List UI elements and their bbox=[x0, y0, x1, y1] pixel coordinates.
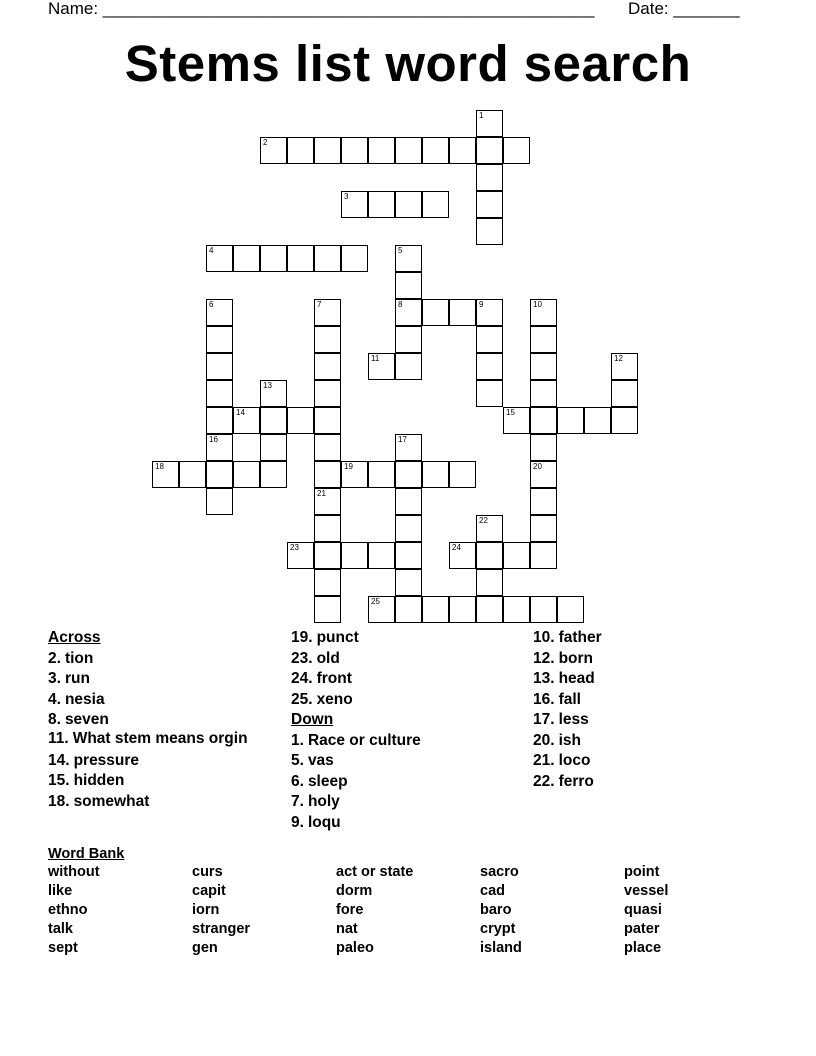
word-bank-column-1 bbox=[48, 863, 100, 958]
grid-cell[interactable] bbox=[260, 434, 287, 461]
clue-down-5: 5. vas bbox=[291, 752, 334, 769]
grid-cell[interactable] bbox=[206, 299, 233, 326]
grid-cell[interactable] bbox=[368, 461, 395, 488]
clue-down-7: 7. holy bbox=[291, 793, 340, 810]
word-bank-item: iorn bbox=[192, 902, 220, 918]
clue-number: 9 bbox=[479, 300, 484, 309]
word-bank-item: sept bbox=[48, 940, 78, 956]
grid-cell[interactable] bbox=[314, 488, 341, 515]
grid-cell[interactable] bbox=[395, 569, 422, 596]
clue-number: 19 bbox=[344, 462, 353, 471]
word-bank-heading: Word Bank bbox=[48, 846, 125, 862]
word-bank-item: nat bbox=[336, 921, 358, 937]
word-bank-item: crypt bbox=[480, 921, 516, 937]
grid-cell[interactable] bbox=[476, 191, 503, 218]
grid-cell[interactable] bbox=[395, 353, 422, 380]
grid-cell[interactable] bbox=[314, 326, 341, 353]
grid-cell[interactable] bbox=[206, 461, 233, 488]
clue-number: 23 bbox=[290, 543, 299, 552]
date-field-label: Date: _______ bbox=[628, 0, 740, 18]
grid-cell[interactable] bbox=[368, 353, 395, 380]
grid-cell[interactable] bbox=[476, 326, 503, 353]
word-bank-item: talk bbox=[48, 921, 73, 937]
grid-cell[interactable] bbox=[530, 488, 557, 515]
grid-cell[interactable] bbox=[557, 407, 584, 434]
grid-cell[interactable] bbox=[368, 596, 395, 623]
grid-cell[interactable] bbox=[233, 407, 260, 434]
grid-cell[interactable] bbox=[449, 137, 476, 164]
clue-down-20: 20. ish bbox=[533, 731, 581, 749]
grid-cell[interactable] bbox=[476, 218, 503, 245]
clue-across-19: 19. punct bbox=[291, 629, 359, 646]
grid-cell[interactable] bbox=[530, 407, 557, 434]
clue-down-1: 1. Race or culture bbox=[291, 731, 421, 749]
grid-cell[interactable] bbox=[395, 272, 422, 299]
clue-down-17: 17. less bbox=[533, 711, 589, 728]
grid-cell[interactable] bbox=[314, 461, 341, 488]
grid-cell[interactable] bbox=[314, 380, 341, 407]
grid-cell[interactable] bbox=[260, 461, 287, 488]
grid-cell[interactable] bbox=[152, 461, 179, 488]
grid-cell[interactable] bbox=[260, 137, 287, 164]
grid-cell[interactable] bbox=[530, 326, 557, 353]
word-bank-item: gen bbox=[192, 940, 218, 956]
clue-across-11: 11. What stem means orgin bbox=[48, 729, 248, 747]
grid-cell[interactable] bbox=[395, 515, 422, 542]
grid-cell[interactable] bbox=[395, 299, 422, 326]
grid-cell[interactable] bbox=[422, 191, 449, 218]
word-bank-item: point bbox=[624, 864, 660, 880]
clues-column-2 bbox=[291, 628, 531, 833]
grid-cell[interactable] bbox=[233, 461, 260, 488]
clue-number: 7 bbox=[317, 300, 322, 309]
grid-cell[interactable] bbox=[449, 542, 476, 569]
grid-cell[interactable] bbox=[611, 353, 638, 380]
grid-cell[interactable] bbox=[395, 596, 422, 623]
word-bank-item: act or state bbox=[336, 864, 414, 880]
grid-cell[interactable] bbox=[395, 245, 422, 272]
word-bank-item: island bbox=[480, 940, 522, 956]
grid-cell[interactable] bbox=[368, 542, 395, 569]
word-bank-item: dorm bbox=[336, 883, 373, 899]
grid-cell[interactable] bbox=[314, 353, 341, 380]
word-bank-item: stranger bbox=[192, 921, 251, 937]
grid-cell[interactable] bbox=[476, 137, 503, 164]
grid-cell[interactable] bbox=[422, 299, 449, 326]
word-bank-item: place bbox=[624, 940, 662, 956]
grid-cell[interactable] bbox=[476, 515, 503, 542]
clue-down-13: 13. head bbox=[533, 670, 595, 687]
grid-cell[interactable] bbox=[449, 461, 476, 488]
grid-cell[interactable] bbox=[233, 245, 260, 272]
clue-number: 24 bbox=[452, 543, 461, 552]
clue-number: 14 bbox=[236, 408, 245, 417]
clue-across-15: 15. hidden bbox=[48, 772, 125, 789]
grid-cell[interactable] bbox=[260, 245, 287, 272]
word-bank-column-2 bbox=[192, 863, 250, 958]
clue-down-10: 10. father bbox=[533, 629, 602, 646]
word-bank-item: capit bbox=[192, 883, 226, 899]
grid-cell[interactable] bbox=[314, 569, 341, 596]
grid-cell[interactable] bbox=[422, 596, 449, 623]
grid-cell[interactable] bbox=[611, 380, 638, 407]
grid-cell[interactable] bbox=[395, 461, 422, 488]
grid-cell[interactable] bbox=[341, 191, 368, 218]
grid-cell[interactable] bbox=[314, 434, 341, 461]
grid-cell[interactable] bbox=[206, 326, 233, 353]
grid-cell[interactable] bbox=[368, 191, 395, 218]
clue-number: 25 bbox=[371, 597, 380, 606]
grid-cell[interactable] bbox=[530, 353, 557, 380]
grid-cell[interactable] bbox=[503, 596, 530, 623]
grid-cell[interactable] bbox=[314, 596, 341, 623]
word-bank-item: fore bbox=[336, 902, 364, 918]
grid-cell[interactable] bbox=[341, 461, 368, 488]
grid-cell[interactable] bbox=[503, 542, 530, 569]
clue-across-23: 23. old bbox=[291, 649, 340, 667]
grid-cell[interactable] bbox=[476, 164, 503, 191]
word-bank-item: like bbox=[48, 883, 73, 899]
clue-down-12: 12. born bbox=[533, 649, 593, 667]
grid-cell[interactable] bbox=[206, 245, 233, 272]
clue-number: 16 bbox=[209, 435, 218, 444]
word-bank-column-3 bbox=[336, 863, 413, 958]
grid-cell[interactable] bbox=[287, 245, 314, 272]
clue-number: 21 bbox=[317, 489, 326, 498]
grid-cell[interactable] bbox=[341, 542, 368, 569]
clue-number: 15 bbox=[506, 408, 515, 417]
grid-cell[interactable] bbox=[422, 137, 449, 164]
grid-cell[interactable] bbox=[395, 542, 422, 569]
clue-number: 18 bbox=[155, 462, 164, 471]
grid-cell[interactable] bbox=[530, 434, 557, 461]
grid-cell[interactable] bbox=[476, 380, 503, 407]
grid-cell[interactable] bbox=[476, 542, 503, 569]
word-bank-column-5 bbox=[624, 863, 668, 958]
clue-number: 8 bbox=[398, 300, 403, 309]
clue-number: 4 bbox=[209, 246, 214, 255]
word-bank-item: ethno bbox=[48, 902, 88, 918]
word-bank-item: curs bbox=[192, 864, 223, 880]
grid-cell[interactable] bbox=[314, 137, 341, 164]
word-bank-item: paleo bbox=[336, 940, 374, 956]
clue-across-3: 3. run bbox=[48, 670, 90, 687]
word-bank-item: baro bbox=[480, 902, 512, 918]
grid-cell[interactable] bbox=[611, 407, 638, 434]
grid-cell[interactable] bbox=[476, 299, 503, 326]
word-bank-item: cad bbox=[480, 883, 505, 899]
grid-cell[interactable] bbox=[476, 596, 503, 623]
grid-cell[interactable] bbox=[287, 542, 314, 569]
clue-down-9: 9. loqu bbox=[291, 813, 341, 831]
grid-cell[interactable] bbox=[530, 596, 557, 623]
grid-cell[interactable] bbox=[206, 434, 233, 461]
grid-cell[interactable] bbox=[395, 137, 422, 164]
grid-cell[interactable] bbox=[449, 596, 476, 623]
clues-column-1 bbox=[48, 628, 288, 812]
word-bank-item: without bbox=[48, 864, 100, 880]
grid-cell[interactable] bbox=[206, 380, 233, 407]
clues-column-3 bbox=[533, 628, 773, 792]
clue-number: 2 bbox=[263, 138, 268, 147]
grid-cell[interactable] bbox=[395, 326, 422, 353]
grid-cell[interactable] bbox=[476, 569, 503, 596]
word-bank-item: quasi bbox=[624, 902, 662, 918]
clue-number: 3 bbox=[344, 192, 349, 201]
grid-cell[interactable] bbox=[584, 407, 611, 434]
grid-cell[interactable] bbox=[314, 542, 341, 569]
grid-cell[interactable] bbox=[314, 245, 341, 272]
page-title: Stems list word search bbox=[124, 35, 692, 92]
grid-cell[interactable] bbox=[422, 461, 449, 488]
grid-cell[interactable] bbox=[476, 110, 503, 137]
clue-across-4: 4. nesia bbox=[48, 690, 105, 708]
grid-cell[interactable] bbox=[503, 407, 530, 434]
clue-number: 17 bbox=[398, 435, 407, 444]
grid-cell[interactable] bbox=[476, 353, 503, 380]
word-bank-item: vessel bbox=[624, 883, 669, 899]
crossword-grid bbox=[152, 110, 638, 623]
grid-cell[interactable] bbox=[260, 380, 287, 407]
grid-cell[interactable] bbox=[314, 407, 341, 434]
grid-cell[interactable] bbox=[341, 245, 368, 272]
clue-down-16: 16. fall bbox=[533, 690, 581, 708]
clue-number: 20 bbox=[533, 462, 542, 471]
clue-down-6: 6. sleep bbox=[291, 772, 348, 790]
grid-cell[interactable] bbox=[260, 407, 287, 434]
clue-across-14: 14. pressure bbox=[48, 751, 140, 769]
grid-cell[interactable] bbox=[530, 542, 557, 569]
grid-cell[interactable] bbox=[530, 380, 557, 407]
down-heading: Down bbox=[291, 711, 334, 728]
clue-across-2: 2. tion bbox=[48, 649, 94, 667]
grid-cell[interactable] bbox=[206, 407, 233, 434]
word-bank-column-4 bbox=[480, 863, 522, 958]
clue-number: 12 bbox=[614, 354, 623, 363]
grid-cell[interactable] bbox=[395, 488, 422, 515]
grid-cell[interactable] bbox=[206, 353, 233, 380]
grid-cell[interactable] bbox=[314, 515, 341, 542]
across-heading: Across bbox=[48, 629, 101, 646]
clue-number: 1 bbox=[479, 111, 484, 120]
clue-number: 22 bbox=[479, 516, 488, 525]
name-field-label: Name: ____________________________________________________ bbox=[48, 0, 595, 18]
clue-number: 10 bbox=[533, 300, 542, 309]
header bbox=[48, 0, 748, 22]
grid-cell[interactable] bbox=[287, 137, 314, 164]
grid-cell[interactable] bbox=[179, 461, 206, 488]
clue-down-21: 21. loco bbox=[533, 752, 591, 769]
clue-number: 5 bbox=[398, 246, 403, 255]
word-bank-item: pater bbox=[624, 921, 660, 937]
grid-cell[interactable] bbox=[557, 596, 584, 623]
clue-down-22: 22. ferro bbox=[533, 772, 594, 790]
grid-cell[interactable] bbox=[341, 137, 368, 164]
clue-across-18: 18. somewhat bbox=[48, 792, 150, 810]
clue-across-24: 24. front bbox=[291, 670, 352, 687]
grid-cell[interactable] bbox=[530, 515, 557, 542]
grid-cell[interactable] bbox=[314, 299, 341, 326]
clue-across-25: 25. xeno bbox=[291, 690, 353, 708]
clue-across-8: 8. seven bbox=[48, 711, 109, 728]
grid-cell[interactable] bbox=[503, 137, 530, 164]
word-bank-item: sacro bbox=[480, 864, 519, 880]
grid-cell[interactable] bbox=[530, 461, 557, 488]
grid-cell[interactable] bbox=[287, 407, 314, 434]
grid-cell[interactable] bbox=[395, 191, 422, 218]
clue-number: 6 bbox=[209, 300, 214, 309]
grid-cell[interactable] bbox=[530, 299, 557, 326]
grid-cell[interactable] bbox=[449, 299, 476, 326]
grid-cell[interactable] bbox=[368, 137, 395, 164]
clue-number: 13 bbox=[263, 381, 272, 390]
grid-cell[interactable] bbox=[206, 488, 233, 515]
clue-number: 11 bbox=[371, 354, 380, 363]
grid-cell[interactable] bbox=[395, 434, 422, 461]
